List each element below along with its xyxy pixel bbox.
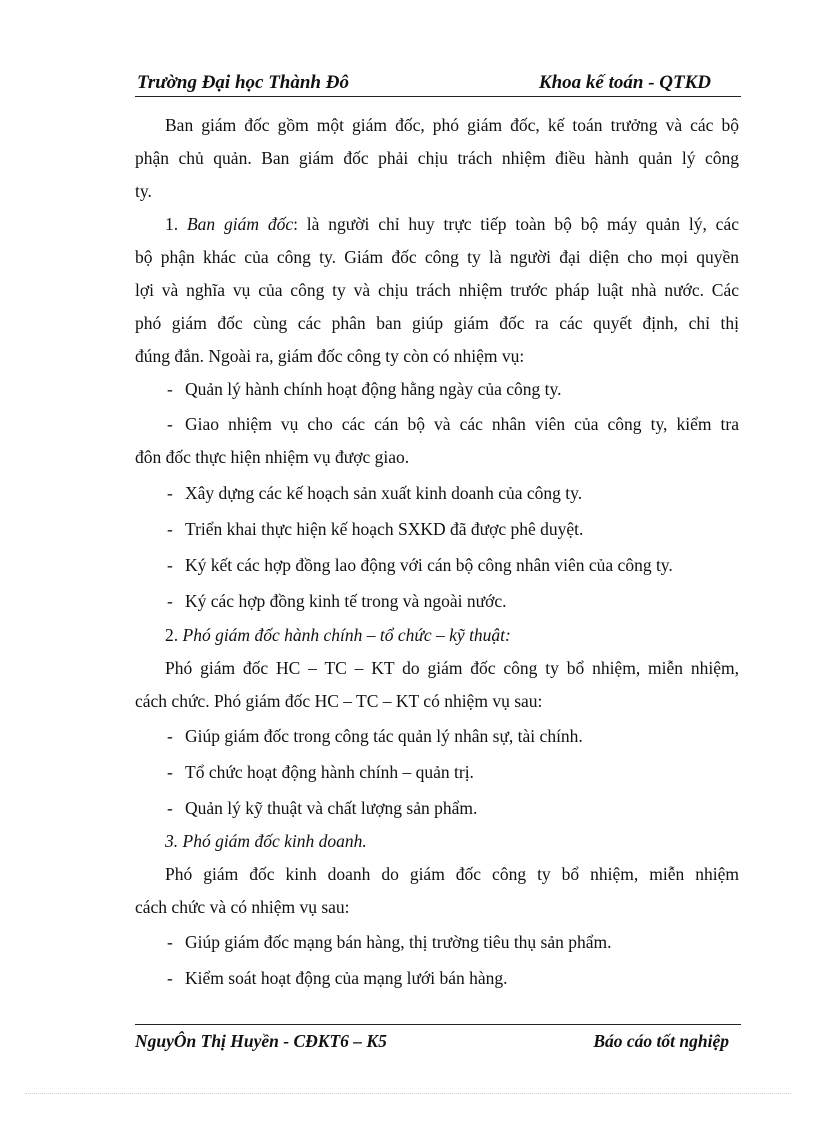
list-item-text: Triển khai thực hiện kế hoạch SXKD đã được phê duyệt.: [185, 519, 584, 539]
list-item-text: Ký kết các hợp đồng lao động với cán bộ công nhân viên của công ty.: [185, 555, 673, 575]
dash-marker: -: [167, 555, 173, 575]
page-footer: [135, 1024, 741, 1053]
list-item-text: Giúp giám đốc mạng bán hàng, thị trường tiêu thụ sản phẩm.: [185, 932, 612, 952]
list-item: [135, 589, 739, 613]
page-break-divider: [25, 1093, 791, 1094]
list-item: [135, 930, 739, 954]
dash-marker: -: [167, 968, 173, 988]
dash-marker: -: [167, 591, 173, 611]
list-item-text: Quản lý kỹ thuật và chất lượng sản phẩm.: [185, 798, 478, 818]
list-item: [135, 481, 739, 505]
paragraph-line: ty.: [135, 181, 152, 201]
list-item-text: Tổ chức hoạt động hành chính – quản trị.: [185, 762, 474, 782]
list-item-text: Kiểm soát hoạt động của mạng lưới bán hàng.: [185, 968, 508, 988]
paragraph-line: Ban giám đốc gồm một giám đốc, phó giám đốc, kế toán trưởng và các bộ: [165, 115, 739, 135]
paragraph-line: cách chức và có nhiệm vụ sau:: [135, 897, 350, 917]
paragraph-line: phó giám đốc cùng các phân ban giúp giám đốc ra các quyết định, chỉ thị: [135, 313, 739, 333]
section-title: Phó giám đốc hành chính – tổ chức – kỹ thuật:: [182, 625, 511, 645]
list-item-text: Giao nhiệm vụ cho các cán bộ và các nhân viên của công ty, kiểm tra: [185, 414, 739, 434]
list-item: [135, 517, 739, 541]
list-item: [135, 412, 739, 436]
list-item: [135, 760, 739, 784]
list-item: [135, 796, 739, 820]
section-number: 1.: [165, 214, 187, 234]
paragraph-line: bộ phận khác của công ty. Giám đốc công ty là người đại diện cho mọi quyền: [135, 247, 739, 267]
dash-marker: -: [167, 414, 173, 434]
section-3-heading: 3. Phó giám đốc kinh doanh.: [165, 831, 367, 851]
list-item: [135, 966, 739, 990]
footer-author: NguyÔn Thị Huyền - CĐKT6 – K5: [135, 1031, 387, 1051]
section-title: Ban giám đốc: [186, 214, 294, 234]
dash-marker: -: [167, 798, 173, 818]
dash-marker: -: [167, 379, 173, 399]
list-item-text: Giúp giám đốc trong công tác quản lý nhân sự, tài chính.: [185, 726, 583, 746]
list-item: [135, 553, 739, 577]
dash-marker: -: [167, 519, 173, 539]
footer-report-type: Báo cáo tốt nghiệp: [593, 1031, 729, 1051]
paragraph-line: lợi và nghĩa vụ của công ty và chịu trách nhiệm trước pháp luật nhà nước. Các: [135, 280, 739, 300]
list-item: [135, 724, 739, 748]
paragraph-line: phận chủ quản. Ban giám đốc phải chịu trách nhiệm điều hành quản lý công: [135, 148, 739, 168]
dash-marker: -: [167, 932, 173, 952]
list-item: [135, 377, 739, 401]
header-faculty: Khoa kế toán - QTKD: [538, 72, 711, 93]
section-text: : là người chỉ huy trực tiếp toàn bộ bộ máy quản lý, các: [293, 214, 739, 234]
list-item-text: Quản lý hành chính hoạt động hằng ngày của công ty.: [185, 379, 562, 399]
dash-marker: -: [167, 483, 173, 503]
section-1-heading: [135, 212, 739, 236]
section-2-heading: [135, 623, 739, 647]
dash-marker: -: [167, 762, 173, 782]
section-number: 2.: [165, 625, 183, 645]
paragraph-line: đúng đắn. Ngoài ra, giám đốc công ty còn có nhiệm vụ:: [135, 346, 525, 366]
page-header: [135, 70, 741, 97]
paragraph-line: cách chức. Phó giám đốc HC – TC – KT có nhiệm vụ sau:: [135, 691, 543, 711]
dash-marker: -: [167, 726, 173, 746]
list-item-text: Xây dựng các kế hoạch sản xuất kinh doanh của công ty.: [185, 483, 583, 503]
list-item-text: Ký các hợp đồng kinh tế trong và ngoài nước.: [185, 591, 507, 611]
paragraph-line: Phó giám đốc HC – TC – KT do giám đốc công ty bổ nhiệm, miễn nhiệm,: [165, 658, 739, 678]
header-school: Trường Đại học Thành Đô: [137, 72, 349, 93]
list-item-continuation: đôn đốc thực hiện nhiệm vụ được giao.: [135, 447, 410, 467]
paragraph-line: Phó giám đốc kinh doanh do giám đốc công ty bổ nhiệm, miễn nhiệm: [165, 864, 739, 884]
